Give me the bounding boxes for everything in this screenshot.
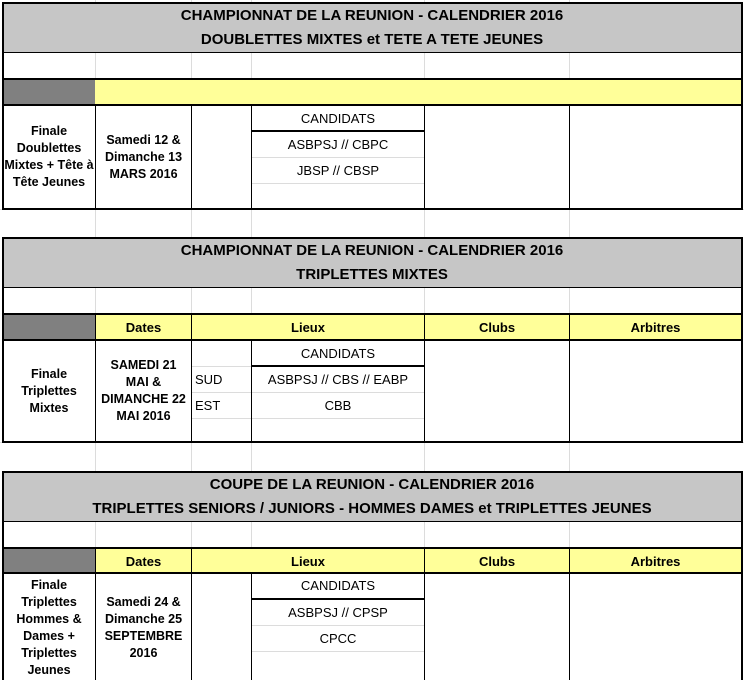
section-1-title bbox=[3, 3, 741, 52]
column-header-lieux: Lieux bbox=[192, 315, 424, 339]
event-name: Finale Triplettes Hommes & Dames + Triplettes Jeunes bbox=[16, 577, 82, 677]
candidate-row: ASBPSJ // CBPC bbox=[287, 136, 389, 152]
header-band-yellow bbox=[95, 80, 741, 104]
event-date: Samedi 24 & Dimanche 25 SEPTEMBRE 2016 bbox=[104, 594, 183, 660]
section-2-title-line1: CHAMPIONNAT DE LA REUNION - CALENDRIER 2016 bbox=[180, 242, 564, 259]
section-3 bbox=[0, 469, 744, 680]
event-date: Samedi 12 & Dimanche 13 MARS 2016 bbox=[104, 132, 183, 181]
section-3-title-line2: TRIPLETTES SENIORS / JUNIORS - HOMMES DAMES et TRIPLETTES JEUNES bbox=[92, 500, 652, 517]
candidate-row: CBB bbox=[324, 397, 352, 413]
event-name: Finale Doublettes Mixtes + Tête à Tête Jeunes bbox=[4, 124, 94, 189]
candidats-label: CANDIDATS bbox=[300, 578, 376, 593]
candidate-row: ASBPSJ // CPSP bbox=[288, 604, 388, 620]
zone-label: EST bbox=[195, 397, 221, 413]
header-band-gray bbox=[3, 315, 95, 339]
candidate-row: ASBPSJ // CBS // EABP bbox=[267, 371, 409, 387]
section-1-title-line1: CHAMPIONNAT DE LA REUNION - CALENDRIER 2016 bbox=[180, 7, 564, 24]
section-2-title-line2: TRIPLETTES MIXTES bbox=[296, 266, 448, 283]
candidate-row: CPCC bbox=[319, 630, 357, 646]
column-header-dates: Dates bbox=[96, 315, 191, 339]
column-header-arbitres: Arbitres bbox=[570, 549, 741, 573]
section-3-title bbox=[3, 472, 741, 521]
zone-label: SUD bbox=[195, 371, 223, 387]
column-header-lieux: Lieux bbox=[192, 549, 424, 573]
candidate-row: JBSP // CBSP bbox=[296, 162, 380, 178]
candidats-label: CANDIDATS bbox=[300, 345, 376, 361]
event-name: Finale Triplettes Mixtes bbox=[21, 366, 77, 415]
column-header-dates: Dates bbox=[96, 549, 191, 573]
header-band-gray bbox=[3, 80, 95, 104]
event-date: SAMEDI 21 MAI & DIMANCHE 22 MAI 2016 bbox=[101, 358, 186, 423]
section-1-title-line2: DOUBLETTES MIXTES et TETE A TETE JEUNES bbox=[200, 31, 544, 48]
section-2-title bbox=[3, 238, 741, 287]
candidats-label: CANDIDATS bbox=[300, 110, 376, 126]
header-band-gray bbox=[3, 549, 95, 573]
column-header-clubs: Clubs bbox=[425, 315, 569, 339]
column-header-arbitres: Arbitres bbox=[570, 315, 741, 339]
column-header-clubs: Clubs bbox=[425, 549, 569, 573]
section-3-title-line1: COUPE DE LA REUNION - CALENDRIER 2016 bbox=[209, 476, 535, 493]
